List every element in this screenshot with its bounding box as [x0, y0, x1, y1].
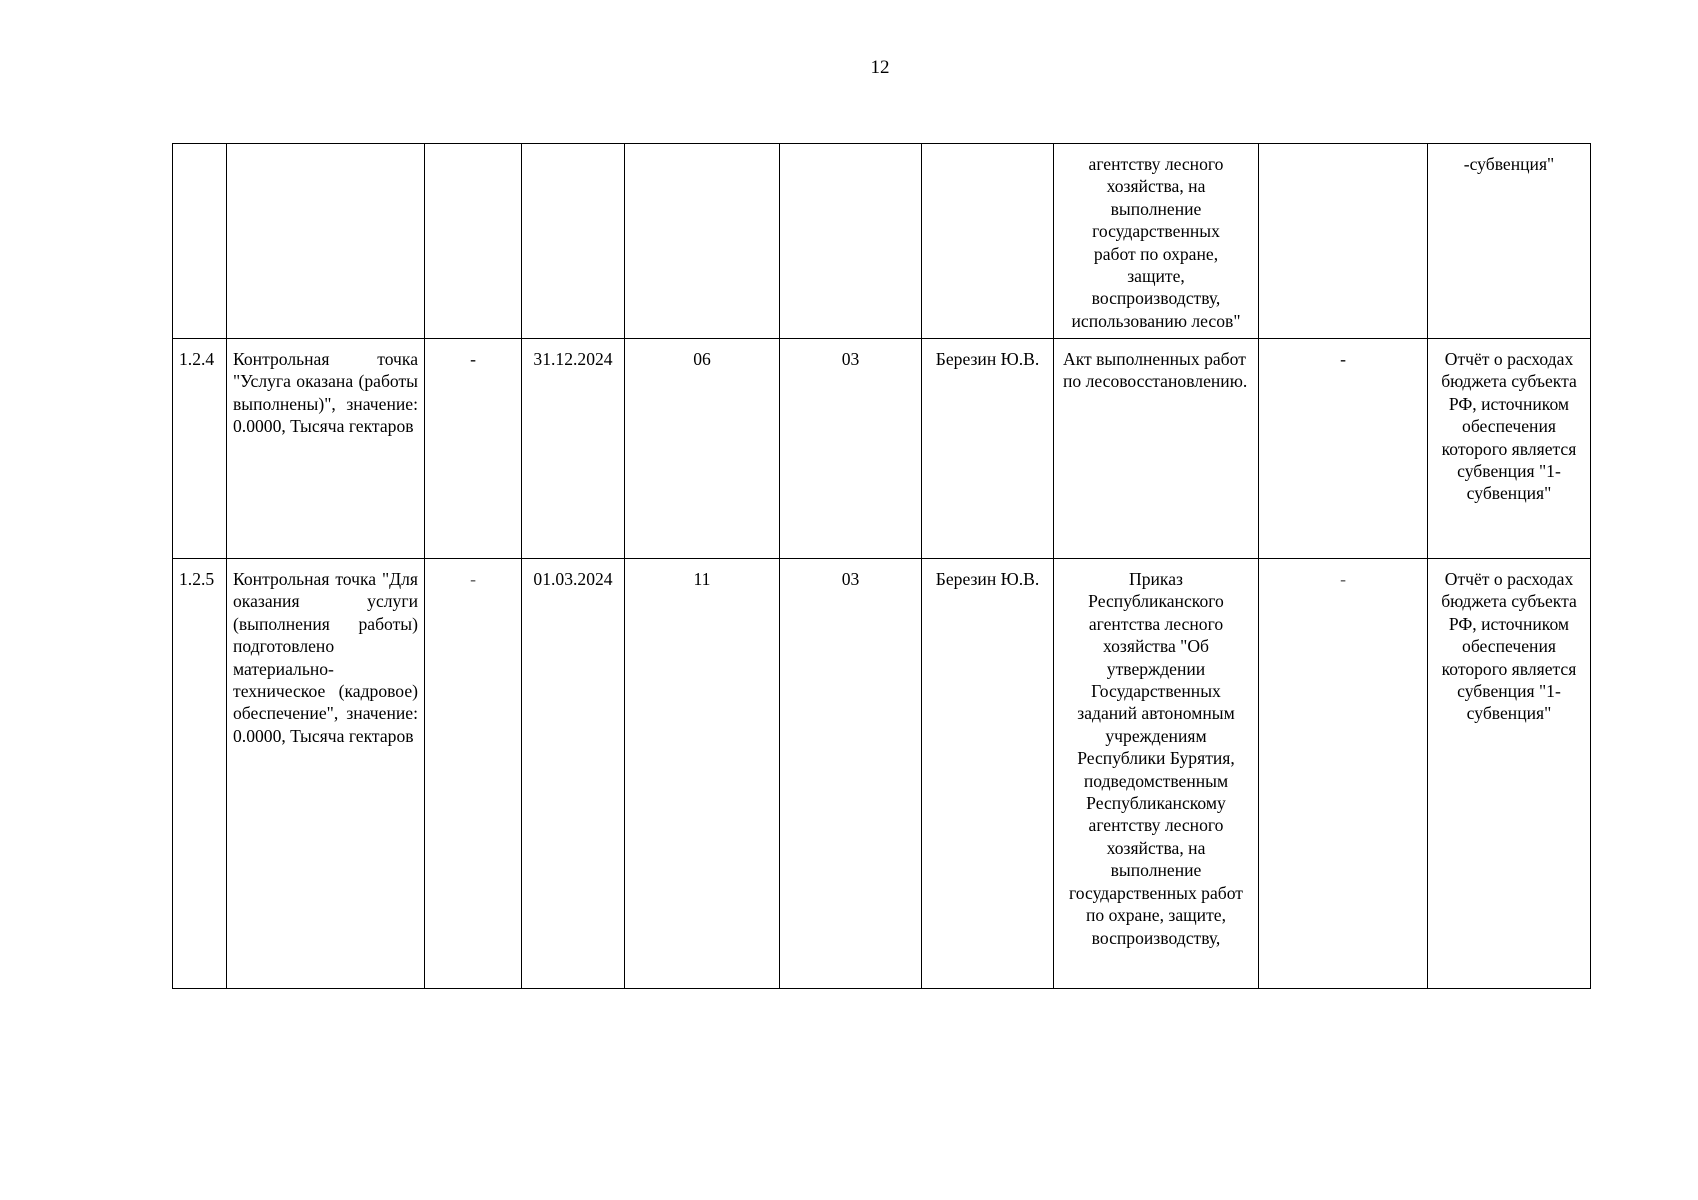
cell-col5: 11	[625, 559, 780, 989]
control-points-table	[172, 143, 1591, 989]
cell-col3: -	[425, 339, 522, 559]
cell-responsible: Березин Ю.В.	[922, 339, 1054, 559]
cell-control-point: Контрольная точка "Услуга оказана (работы выполнены)", значение: 0.0000, Тысяча гектаров	[227, 339, 425, 559]
cell-col6: 03	[780, 339, 922, 559]
cell-col3	[425, 144, 522, 339]
cell-number: 1.2.4	[173, 339, 227, 559]
cell-col6: 03	[780, 559, 922, 989]
cell-col5: 06	[625, 339, 780, 559]
cell-source: -субвенция"	[1428, 144, 1591, 339]
table-row	[173, 339, 1591, 559]
table-row	[173, 559, 1591, 989]
cell-col9: -	[1259, 559, 1428, 989]
cell-col9	[1259, 144, 1428, 339]
cell-responsible	[922, 144, 1054, 339]
cell-number: 1.2.5	[173, 559, 227, 989]
cell-date	[522, 144, 625, 339]
page-number: 12	[870, 57, 890, 78]
cell-col9: -	[1259, 339, 1428, 559]
cell-document: агентству лесного хозяйства, на выполнение государственных работ по охране, защите, воспроизводству, использованию лесов"	[1054, 144, 1259, 339]
cell-document: Приказ Республиканского агентства лесного хозяйства "Об утверждении Государственных заданий автономным учреждениям Республики Бурятия, подведомственным Республиканскому агентству лесного хозяйства, на выполнение государственных работ по охране, защите, воспроизводству,	[1054, 559, 1259, 989]
cell-col5	[625, 144, 780, 339]
table-row	[173, 144, 1591, 339]
cell-responsible: Березин Ю.В.	[922, 559, 1054, 989]
cell-source: Отчёт о расходах бюджета субъекта РФ, источником обеспечения которого является субвенция "1-субвенция"	[1428, 559, 1591, 989]
cell-date: 31.12.2024	[522, 339, 625, 559]
cell-col6	[780, 144, 922, 339]
cell-document: Акт выполненных работ по лесовосстановлению.	[1054, 339, 1259, 559]
cell-control-point: Контрольная точка "Для оказания услуги (выполнения работы) подготовлено материально-техническое (кадровое) обеспечение", значение: 0.0000, Тысяча гектаров	[227, 559, 425, 989]
cell-source: Отчёт о расходах бюджета субъекта РФ, источником обеспечения которого является субвенция "1-субвенция"	[1428, 339, 1591, 559]
cell-number	[173, 144, 227, 339]
cell-col3: -	[425, 559, 522, 989]
cell-control-point	[227, 144, 425, 339]
cell-date: 01.03.2024	[522, 559, 625, 989]
